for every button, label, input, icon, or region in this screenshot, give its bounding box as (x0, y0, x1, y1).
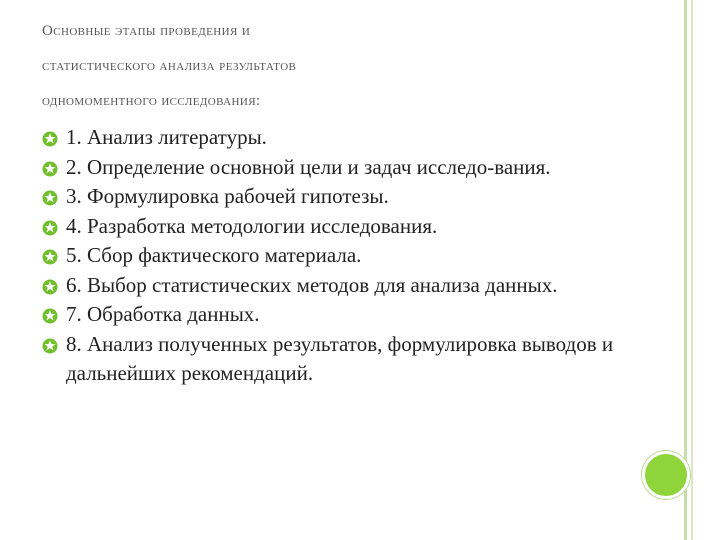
green-star-bullet-icon (42, 279, 58, 295)
list-item-label: 6. Выбор статистических методов для анализа данных. (66, 272, 558, 297)
green-star-bullet-icon (42, 161, 58, 177)
title-line-3: одномоментного исследования: (42, 93, 261, 109)
green-star-bullet-icon (42, 220, 58, 236)
green-star-bullet-icon (42, 249, 58, 265)
list-item-label: 7. Обработка данных. (66, 302, 260, 326)
list-item-4 (42, 212, 642, 242)
green-star-bullet-icon (42, 190, 58, 206)
title-line-2: статистического анализа результатов (42, 58, 297, 74)
stages-list (42, 123, 642, 389)
decorative-border-line-inner (691, 0, 693, 540)
title-line-1: Основные этапы проведения и (42, 23, 251, 39)
list-item-2 (42, 153, 642, 183)
list-item-label: 3. Формулировка рабочей гипотезы. (66, 184, 389, 208)
list-item-3 (42, 182, 642, 212)
list-item-1 (42, 123, 642, 153)
list-item-6 (42, 271, 642, 301)
green-star-bullet-icon (42, 308, 58, 324)
list-item-label: 1. Анализ литературы. (66, 125, 267, 149)
slide-title (42, 14, 642, 119)
list-item-7 (42, 300, 642, 330)
list-item-label: 4. Разработка методологии исследования. (66, 213, 438, 238)
decorative-green-circle (642, 451, 690, 499)
list-item-8 (42, 330, 642, 389)
list-item-label: 5. Сбор фактического материала. (66, 243, 362, 267)
green-star-bullet-icon (42, 338, 58, 354)
list-item-label: 8. Анализ полученных результатов, формулировка выводов и дальнейших рекомендаций. (66, 331, 614, 385)
list-item-5 (42, 241, 642, 271)
green-star-bullet-icon (42, 131, 58, 147)
list-item-label: 2. Определение основной цели и задач исследо-вания. (66, 154, 551, 179)
